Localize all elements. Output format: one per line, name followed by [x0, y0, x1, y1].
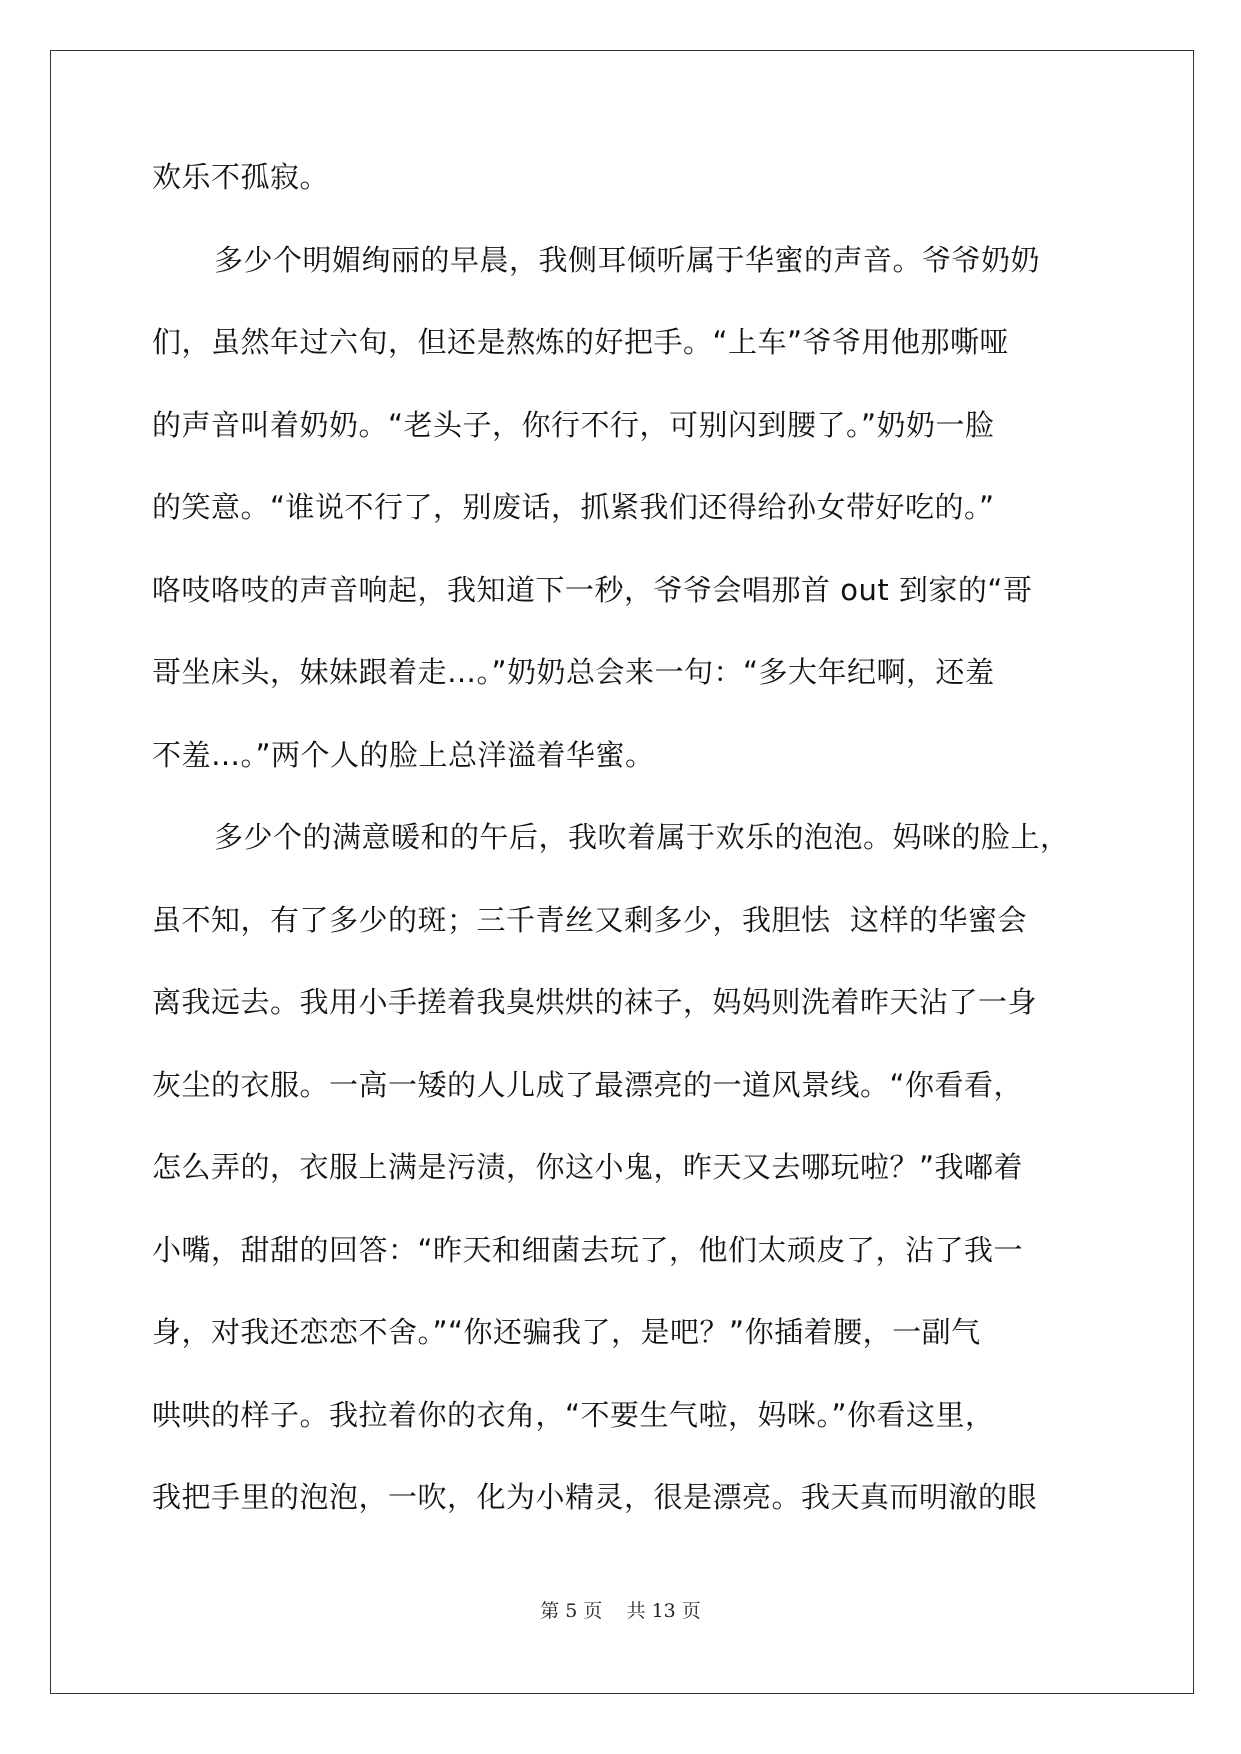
text-line: 多少个明媚绚丽的早晨，我侧耳倾听属于华蜜的声音。爷爷奶奶: [214, 242, 1041, 277]
text-line: 多少个的满意暖和的午后，我吹着属于欢乐的泡泡。妈咪的脸上，: [214, 820, 1070, 854]
page-total: 共 13 页: [626, 1600, 701, 1622]
text-line: 身，对我还恋恋不舍。”“你还骗我了，是吧？”你插着腰，一副气: [152, 1315, 981, 1349]
text-line: 的笑意。“谁说不行了，别废话，抓紧我们还得给孙女带好吃的。”: [152, 490, 995, 524]
text-line: 哄哄的样子。我拉着你的衣角，“不要生气啦，妈咪。”你看这里，: [152, 1397, 995, 1432]
text-line: 离我远去。我用小手搓着我臭烘烘的袜子，妈妈则洗着昨天沾了一身: [152, 985, 1038, 1019]
text-line: 的声音叫着奶奶。“老头子，你行不行，可别闪到腰了。”奶奶一脸: [152, 407, 995, 442]
document-body: [152, 157, 1092, 1560]
text-line: 哥坐床头，妹妹跟着走…。”奶奶总会来一句：“多大年纪啊，还羞: [152, 655, 995, 689]
text-line: 们，虽然年过六旬，但还是熬炼的好把手。“上车”爷爷用他那嘶哑: [152, 325, 1010, 359]
footer-gap: [602, 1600, 626, 1622]
text-line: 虽不知，有了多少的斑；三千青丝又剩多少，我胆怯 这样的华蜜会: [152, 902, 1027, 937]
text-line: 怎么弄的，衣服上满是污渍，你这小鬼，昨天又去哪玩啦？”我嘟着: [152, 1150, 1024, 1184]
text-line: 灰尘的衣服。一高一矮的人儿成了最漂亮的一道风景线。“你看看，: [152, 1067, 1024, 1102]
text-line: 小嘴，甜甜的回答：“昨天和细菌去玩了，他们太顽皮了，沾了我一: [152, 1232, 1024, 1267]
text-line: 我把手里的泡泡，一吹，化为小精灵，很是漂亮。我天真而明澈的眼: [152, 1480, 1038, 1514]
page-footer: [0, 1596, 1241, 1623]
page-number: 第 5 页: [540, 1600, 603, 1622]
text-line: 不羞…。”两个人的脸上总洋溢着华蜜。: [152, 737, 655, 772]
text-line: 咯吱咯吱的声音响起，我知道下一秒，爷爷会唱那首 out 到家的“哥: [152, 572, 1033, 607]
text-line: 欢乐不孤寂。: [152, 160, 330, 194]
